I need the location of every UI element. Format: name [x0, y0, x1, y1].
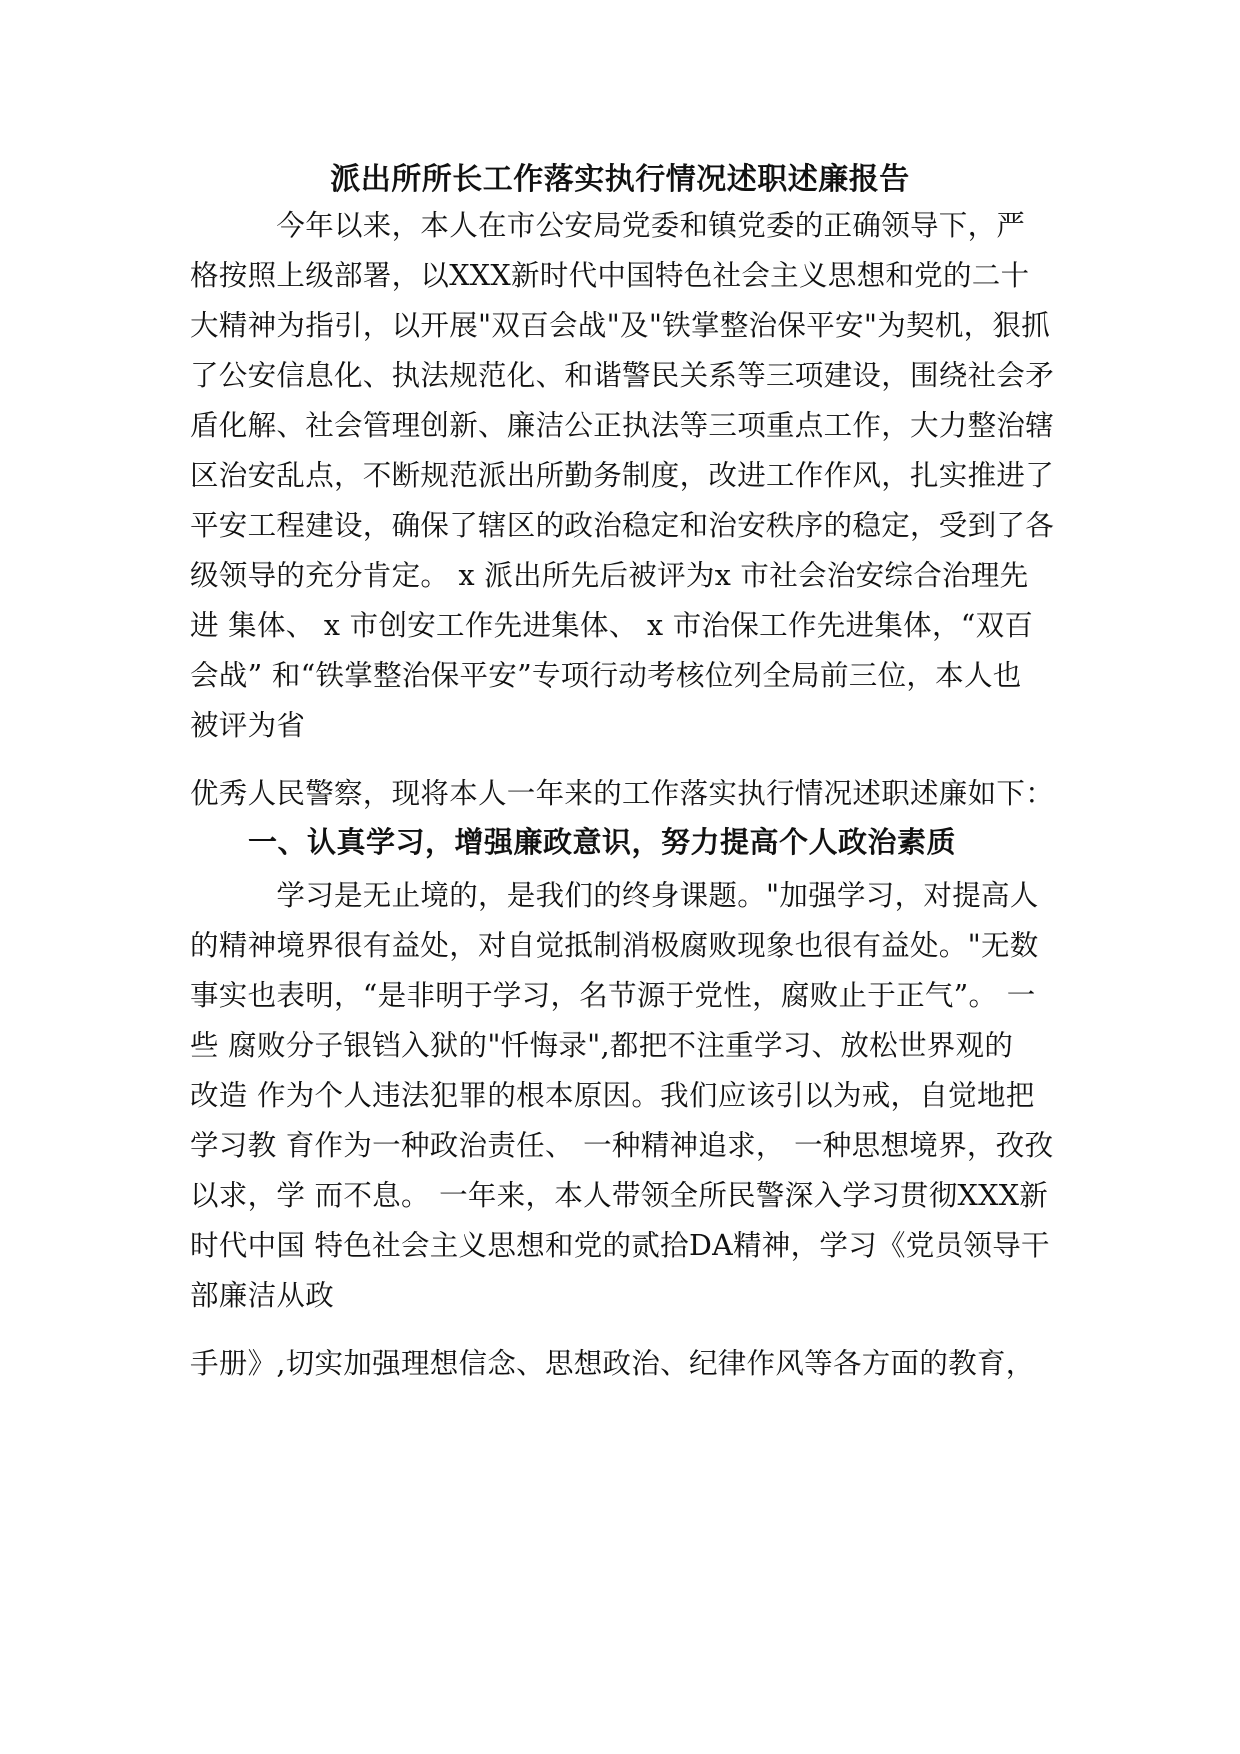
- paragraph-line: 今年以来，本人在市公安局党委和镇党委的正确领导下，严: [190, 209, 1026, 242]
- paragraph-line: 手册》,切实加强理想信念、思想政治、纪律作风等各方面的教育，: [190, 1347, 1035, 1380]
- paragraph-line: 的精神境界很有益处，对自觉抵制消极腐败现象也很有益处。"无数: [190, 929, 1039, 962]
- paragraph-line: 事实也表明，“是非明于学习，名节源于党性，腐败止于正气”。 一: [190, 979, 1036, 1012]
- paragraph-line: 部廉洁从政: [190, 1279, 335, 1312]
- document-title: 派出所所长工作落实执行情况述职述廉报告: [330, 162, 910, 197]
- paragraph-line: 大精神为指引，以开展"双百会战"及"铁掌整治保平安"为契机，狠抓: [190, 309, 1051, 342]
- paragraph-line: 盾化解、社会管理创新、廉洁公正执法等三项重点工作，大力整治辖: [190, 409, 1055, 442]
- section-heading: 一、认真学习，增强廉政意识，努力提高个人政治素质: [248, 825, 957, 859]
- paragraph-line: 平安工程建设，确保了辖区的政治稳定和治安秩序的稳定，受到了各: [190, 509, 1055, 542]
- paragraph-line: 些 腐败分子银铛入狱的"忏悔录",都把不注重学习、放松世界观的: [190, 1029, 1014, 1062]
- paragraph-line: 学习教 育作为一种政治责任、 一种精神追求， 一种思想境界，孜孜: [190, 1129, 1054, 1162]
- paragraph-line: 级领导的充分肯定。 x 派出所先后被评为x 市社会治安综合治理先: [190, 559, 1029, 592]
- paragraph-line: 了公安信息化、执法规范化、和谐警民关系等三项建设，围绕社会矛: [190, 359, 1055, 392]
- paragraph-line: 改造 作为个人违法犯罪的根本原因。我们应该引以为戒，自觉地把: [190, 1079, 1035, 1112]
- paragraph-line: 被评为省: [190, 709, 306, 742]
- paragraph-line: 时代中国 特色社会主义思想和党的贰拾DA精神，学习《党员领导干: [190, 1229, 1050, 1262]
- paragraph-line: 会战” 和“铁掌整治保平安”专项行动考核位列全局前三位，本人也: [190, 659, 1022, 692]
- paragraph-line: 进 集体、 x 市创安工作先进集体、 x 市治保工作先进集体，“双百: [190, 609, 1034, 642]
- paragraph-line: 学习是无止境的，是我们的终身课题。"加强学习，对提高人: [190, 879, 1039, 912]
- paragraph-line: 区治安乱点，不断规范派出所勤务制度，改进工作作风，扎实推进了: [190, 459, 1055, 492]
- paragraph-line: 格按照上级部署，以XXX新时代中国特色社会主义思想和党的二十: [190, 259, 1030, 292]
- paragraph-line: 以求，学 而不息。 一年来，本人带领全所民警深入学习贯彻XXX新: [190, 1179, 1049, 1212]
- paragraph-line: 优秀人民警察，现将本人一年来的工作落实执行情况述职述廉如下：: [190, 777, 1055, 810]
